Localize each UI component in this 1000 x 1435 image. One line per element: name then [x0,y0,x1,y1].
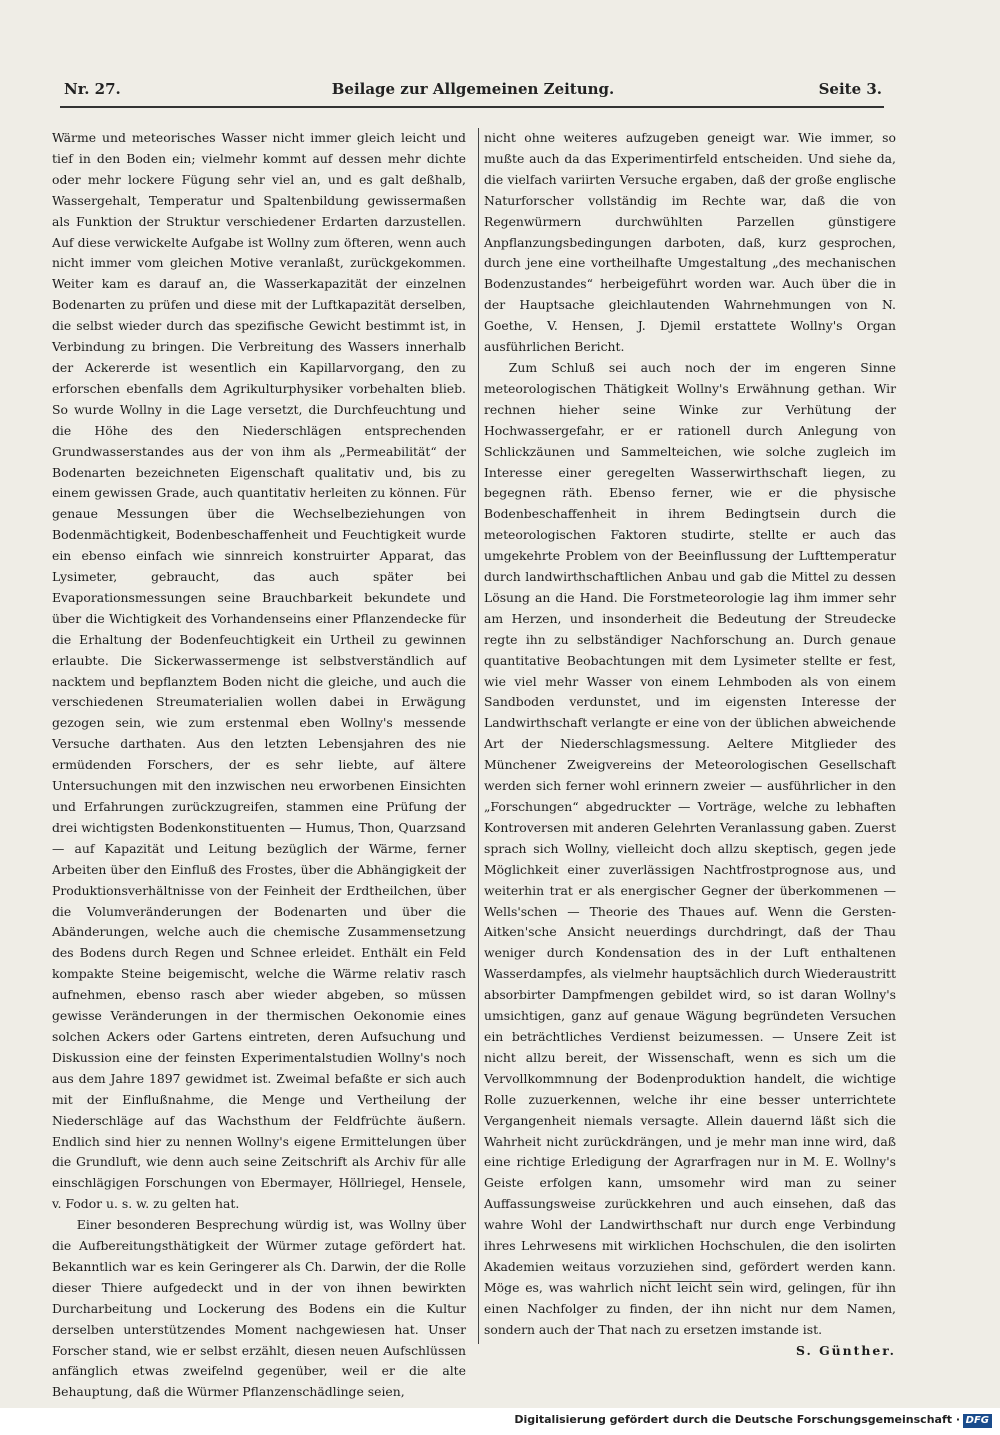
header-title: Beilage zur Allgemeinen Zeitung. [331,80,615,98]
header-page-number: Seite 3. [818,80,882,98]
page-header [64,80,882,104]
author-signature: S. Günther. [795,1342,896,1358]
dfg-logo: DFG [963,1414,992,1428]
right-paragraph-2: Zum Schluß sei auch noch der im engeren Sinne meteorologischen Thätigkeit Wollny's Erwähnung gethan. Wir rechnen hieher seine Winke zur Verhütung der Hochwassergefahr, er er rationell durch Anlegung von Schlickzäunen und Sammelteichen, wie solche zugleich im Interesse einer geregelten Wasserwirthschaft liegen, zu begegnen räth. Ebenso ferner, wie er die physische Bodenbeschaffenheit in ihrem Bedingtsein durch die meteorologischen Faktoren studirte, stellte er auch das umgekehrte Problem von der Beeinflussung der Lufttemperatur durch landwirthschaftlichen Anbau und gab die Mittel zu dessen Lösung an die Hand. Die Forstmeteorologie lag ihm immer sehr am Herzen, und insonderheit die Bedeutung der Streudecke regte ihn zu selbständiger Nachforschung an. Durch genaue quantitative Beobachtungen mit dem Lysimeter stellte er fest, wie viel mehr Wasser von einem Lehmboden als von einem Sandboden verdunstet, und im eigensten Interesse der Landwirthschaft verlangte er eine von der üblichen abweichende Art der Niederschlagsmessung. Aeltere Mitglieder des Münchener Zweigvereins der Meteorologischen Gesellschaft werden sich ferner wohl erinnern zweier — ausführlicher in den „Forschungen“ abgedruckter — Vorträge, welche zu lebhaften Kontroversen mit anderen Gelehrten Veranlassung gaben. Zuerst sprach sich Wollny, vielleicht doch allzu skeptisch, gegen jede Möglichkeit einer zuverlässigen Nachtfrostprognose aus, und weiterhin trat er als energischer Gegner der überkommenen — Wells'schen — Theorie des Thaues auf. Wenn die Gersten-Aitken'sche Ansicht neuerdings durchdringt, daß der Thau weniger durch Kondensation des in der Luft enthaltenen Wasserdampfes, als vielmehr hauptsächlich durch Wiederaustritt absorbirter Dampfmengen gebildet wird, so ist daran Wollny's umsichtigen, ganz auf genaue Wägung begründeten Versuchen ein beträchtliches Verdienst beizumessen. — Unsere Zeit ist nicht allzu bereit, der Wissenschaft, wenn es sich um die Vervollkommnung der Bodenproduktion handelt, die wichtige Rolle zuzuerkennen, welche ihr eine besser unterrichtete Vergangenheit niemals versagte. Allein dauernd läßt sich die Wahrheit nicht zurückdrängen, und je mehr man inne wird, daß eine richtige Erledigung der Agrarfragen nur in M. E. Wollny's Geiste erfolgen kann, umsomehr wird man zu seiner Auffassungsweise zurückkehren und auch einsehen, daß das wahre Wohl der Landwirthschaft nur durch enge Verbindung ihres Lehrwesens mit wirklichen Hochschulen, die den isolirten Akademien weitaus vorzuziehen sind, gefördert werden kann. Möge es, was wahrlich nicht leicht sein wird, gelingen, für ihn einen Nachfolger zu finden, der ihn nicht nur dem Namen, sondern auch der That nach zu ersetzen imstande ist. [484,359,896,1337]
right-column [484,128,896,1361]
article-end-rule [648,1281,732,1282]
left-paragraph-1: Wärme und meteorisches Wasser nicht immer gleich leicht und tief in den Boden ein; vielmehr kommt auf dessen mehr dichte oder mehr lockere Fügung sehr viel an, und es galt deßhalb, Wassergehalt, Temperatur und Spaltenbildung gewissermaßen als Funktion der Struktur verschiedener Erdarten darzustellen. Auf diese verwickelte Aufgabe ist Wollny zum öfteren, wenn auch nicht immer vom gleichen Motive veranlaßt, zurückgekommen. Weiter kam es darauf an, die Wasserkapazität der einzelnen Bodenarten zu prüfen und diese mit der Luftkapazität derselben, die selbst wieder durch das spezifische Gewicht bestimmt ist, in Verbindung zu bringen. Die Verbreitung des Wassers innerhalb der Ackererde ist wesentlich ein Kapillarvorgang, den zu erforschen ebenfalls dem Agrikulturphysiker vorbehalten blieb. So wurde Wollny in die Lage versetzt, die Durchfeuchtung und die Höhe des den Niederschlägen entsprechenden Grundwasserstandes aus der von ihm als „Permeabilität“ der Bodenarten bezeichneten Eigenschaft qualitativ und, bis zu einem gewissen Grade, auch quantitativ herleiten zu können. Für genaue Messungen über die Wechselbeziehungen von Bodenmächtigkeit, Bodenbeschaffenheit und Feuchtigkeit wurde ein ebenso einfach wie sinnreich konstruirter Apparat, das Lysimeter, gebraucht, das auch später bei Evaporationsmessungen seine Brauchbarkeit bekundete und über die Wichtigkeit des Vorhandenseins einer Pflanzendecke für die Erhaltung der Bodenfeuchtigkeit ein Urtheil zu gewinnen erlaubte. Die Sickerwassermenge ist selbstverständlich auf nacktem und bepflanztem Boden nicht die gleiche, und auch die verschiedenen Streumaterialien wollen dabei in Erwägung gezogen sein, wie zum erstenmal eben Wollny's messende Versuche darthaten. Aus den letzten Lebensjahren des nie ermüdenden Forschers, der es sehr liebte, auf ältere Untersuchungen mit den inzwischen neu erworbenen Einsichten und Erfahrungen zurückzugreifen, stammen eine Prüfung der drei wichtigsten Bodenkonstituenten — Humus, Thon, Quarzsand — auf Kapazität und Leitung bezüglich der Wärme, ferner Arbeiten über den Einfluß des Frostes, über die Abhängigkeit der Produktionsverhältnisse von der Feinheit der Erdtheilchen, über die Volumveränderungen der Bodenarten und über die Abänderungen, welche auch die chemische Zusammensetzung des Bodens durch Regen und Schnee erleidet. Enthält ein Feld kompakte Steine beigemischt, welche die Wärme relativ rasch aufnehmen, ebenso rasch aber wieder abgeben, so müssen gewisse Veränderungen in der thermischen Oekonomie eines solchen Ackers oder Gartens eintreten, deren Aufsuchung und Diskussion eine der feinsten Experimentalstudien Wollny's noch aus dem Jahre 1897 gewidmet ist. Zweimal befaßte er sich auch mit der Einflußnahme, die Menge und Vertheilung der Niederschläge auf das Wachsthum der Feldfrüchte äußern. Endlich sind hier zu nennen Wollny's eigene Ermittelungen über die Grundluft, wie denn auch seine Zeitschrift als Archiv für alle einschlägigen Forschungen von Ebermayer, Höllriegel, Hensele, v. Fodor u. s. w. zu gelten hat. [52,130,466,1212]
left-column [52,128,466,1403]
right-paragraph-1: nicht ohne weiteres aufzugeben geneigt war. Wie immer, so mußte auch da das Experimentirfeld entscheiden. Und siehe da, die vielfach variirten Versuche ergaben, daß der große englische Naturforscher vollständig im Rechte war, daß die von Regenwürmern durchwühlten Parzellen günstigere Anpflanzungsbedingungen darboten, daß, kurz gesprochen, durch jene eine vortheilhafte Umgestaltung „des mechanischen Bodenzustandes“ herbeigeführt worden war. Auch über die in der Hauptsache gleichlautenden Wahrnehmungen von N. Goethe, V. Hensen, J. Djemil erstattete Wollny's Organ ausführlichen Bericht. [484,130,896,355]
column-divider [478,128,479,1344]
funding-credit: Digitalisierung gefördert durch die Deutsche Forschungsgemeinschaft · [514,1413,960,1426]
header-issue-number: Nr. 27. [64,80,121,98]
header-rule [60,106,884,108]
footer-bar [0,1408,1000,1435]
left-paragraph-2: Einer besonderen Besprechung würdig ist, was Wollny über die Aufbereitungsthätigkeit der Würmer zutage gefördert hat. Bekanntlich war es kein Geringerer als Ch. Darwin, der die Rolle dieser Thiere aufgedeckt und in der von ihnen bewirkten Durcharbeitung und Lockerung des Bodens ein die Kultur derselben unterstützendes Moment nachgewiesen hat. Unser Forscher stand, wie er selbst erzählt, diesen neuen Aufschlüssen anfänglich etwas zweifelnd gegenüber, weil er die alte Behauptung, daß die Würmer Pflanzenschädlinge seien, [52,1217,466,1400]
